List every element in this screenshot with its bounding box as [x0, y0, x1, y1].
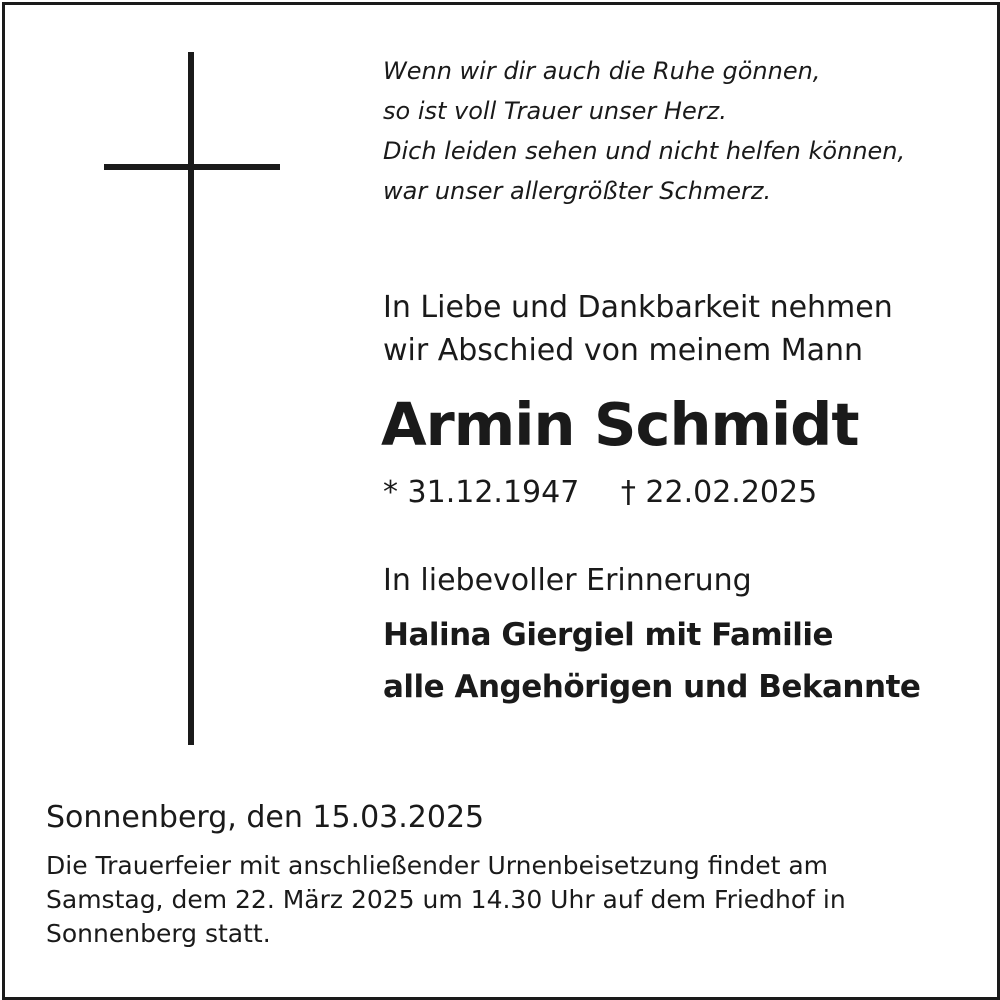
- obituary-frame: [2, 2, 1000, 1000]
- farewell-intro-line: wir Abschied von meinem Mann: [383, 333, 864, 368]
- birth-date: * 31.12.1947: [383, 475, 580, 510]
- mourner-line: Halina Giergiel mit Familie: [383, 617, 834, 653]
- cross-horizontal-bar: [104, 164, 280, 170]
- poem: [383, 51, 905, 211]
- poem-line: Dich leiden sehen und nicht helfen können,: [383, 137, 906, 165]
- cross-vertical-bar: [188, 52, 194, 745]
- poem-line: Wenn wir dir auch die Ruhe gönnen,: [383, 57, 821, 85]
- mourners: [383, 609, 920, 713]
- place-date: Sonnenberg, den 15.03.2025: [46, 800, 485, 835]
- service-line: Sonnenberg statt.: [46, 919, 271, 948]
- service-line: Die Trauerfeier mit anschließender Urnenbeisetzung findet am: [46, 851, 829, 880]
- farewell-intro-line: In Liebe und Dankbarkeit nehmen: [383, 290, 893, 325]
- poem-line: so ist voll Trauer unser Herz.: [383, 97, 727, 125]
- service-line: Samstag, dem 22. März 2025 um 14.30 Uhr auf dem Friedhof in: [46, 885, 846, 914]
- life-dates: [383, 472, 817, 514]
- mourner-line: alle Angehörigen und Bekannte: [383, 669, 921, 705]
- death-date: † 22.02.2025: [620, 475, 818, 510]
- memory-line: In liebevoller Erinnerung: [383, 563, 752, 598]
- poem-line: war unser allergrößter Schmerz.: [383, 177, 772, 205]
- farewell-intro: [383, 286, 893, 372]
- funeral-service-notice: [46, 849, 846, 951]
- deceased-name: Armin Schmidt: [381, 390, 859, 459]
